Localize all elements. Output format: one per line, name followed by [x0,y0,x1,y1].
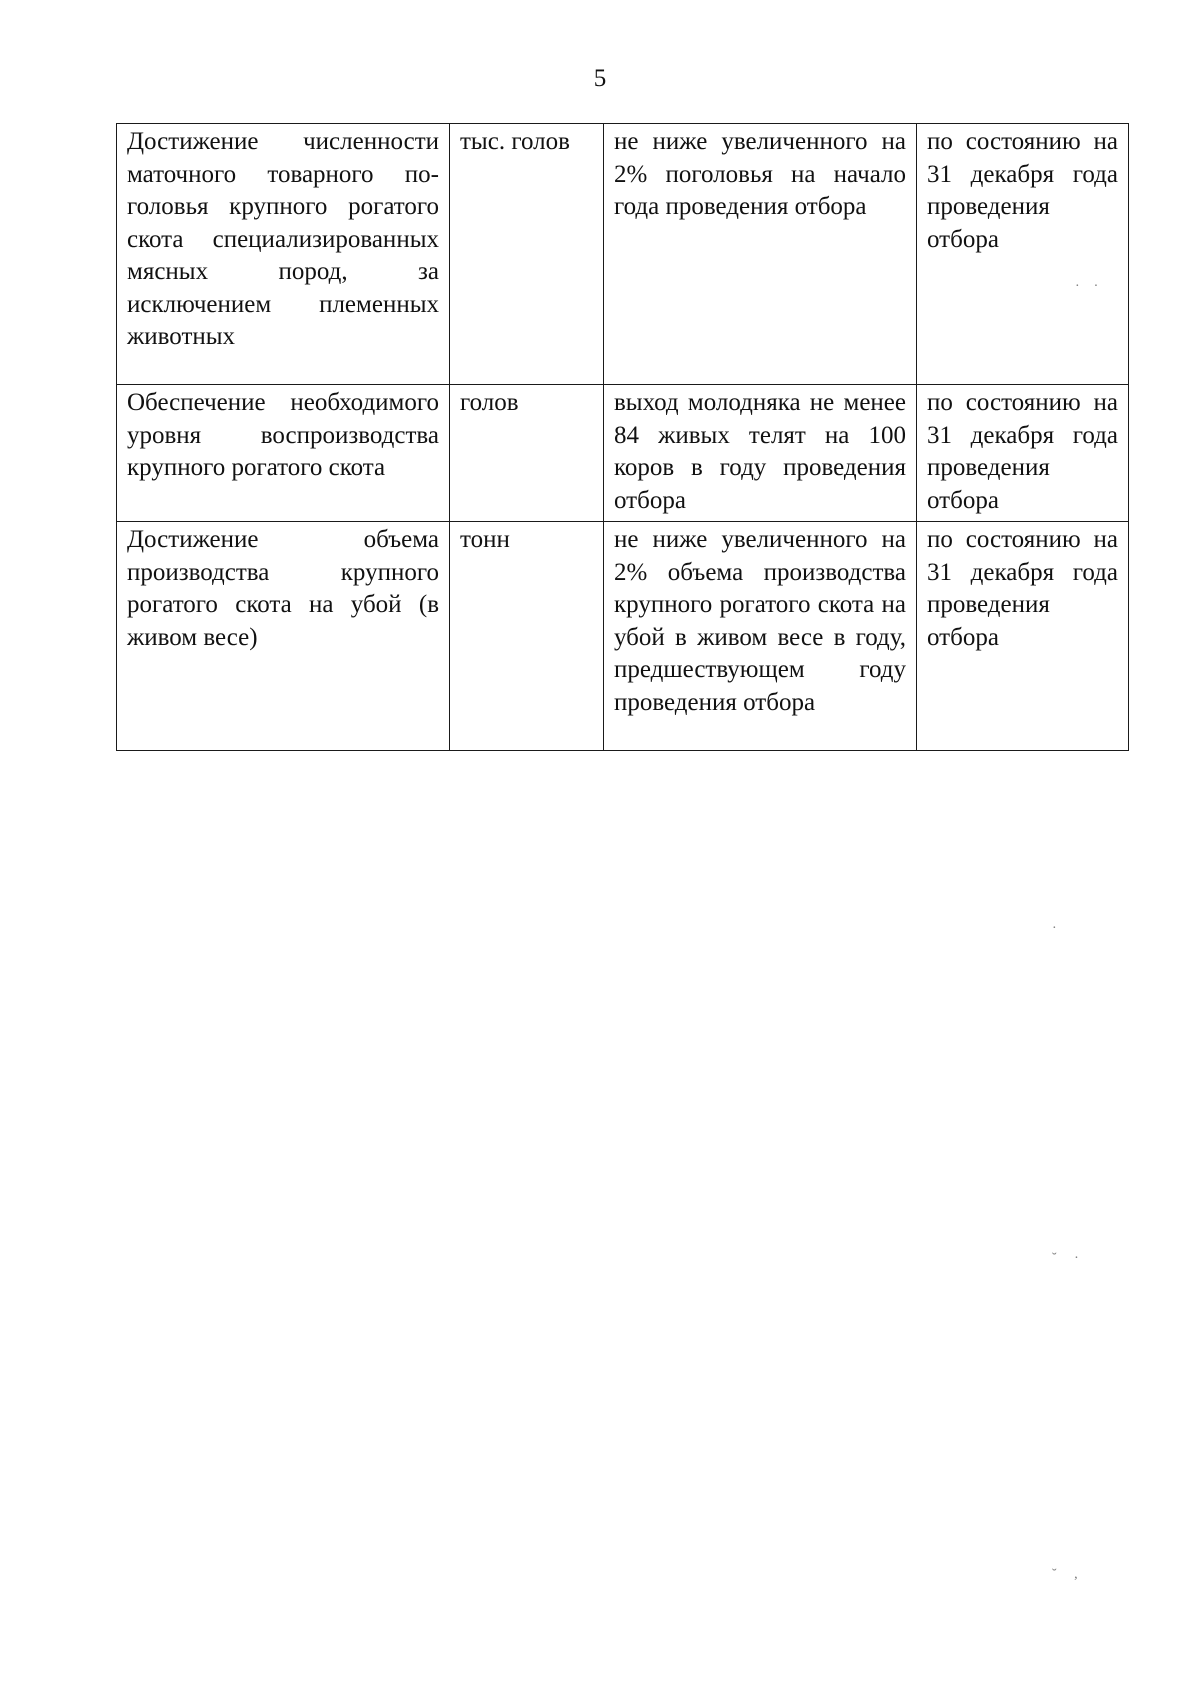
value-cell: не ниже увеличенного на 2% поголовья на начало года проведения отбора [604,124,917,385]
table-row [117,385,1129,522]
indicator-cell: Достижение численности маточного товарного поголовья крупного рогатого скота специализированных мясных пород, за исключением племенных животных [117,124,450,385]
unit-cell: тонн [450,522,604,751]
scan-speck: · · [1075,279,1099,294]
page-number: 5 [593,65,607,92]
date-cell: по состоянию на 31 декабря года проведения отбора [917,124,1129,385]
table-row [117,124,1129,385]
indicator-cell: Достижение объема производства крупного рогатого скота на убой (в живом весе) [117,522,450,751]
value-cell: не ниже увеличенного на 2% объема производства крупного рогатого скота на убой в живом весе в году, предшествующем году проведения отбора [604,522,917,751]
value-cell: выход молодняка не менее 84 живых телят на 100 коров в году проведения отбора [604,385,917,522]
indicator-cell: Обеспечение необходимого уровня воспроизводства крупного рогатого скота [117,385,450,522]
scan-speck: ˘ · [1052,1251,1079,1266]
unit-cell: тыс. голов [450,124,604,385]
table-row [117,522,1129,751]
scan-speck: · [1052,921,1057,936]
criteria-table [116,123,1129,751]
date-cell: по состоянию на 31 декабря года проведения отбора [917,385,1129,522]
unit-cell: голов [450,385,604,522]
date-cell: по состоянию на 31 декабря года проведения отбора [917,522,1129,751]
scan-speck: ˘ , [1052,1567,1078,1582]
